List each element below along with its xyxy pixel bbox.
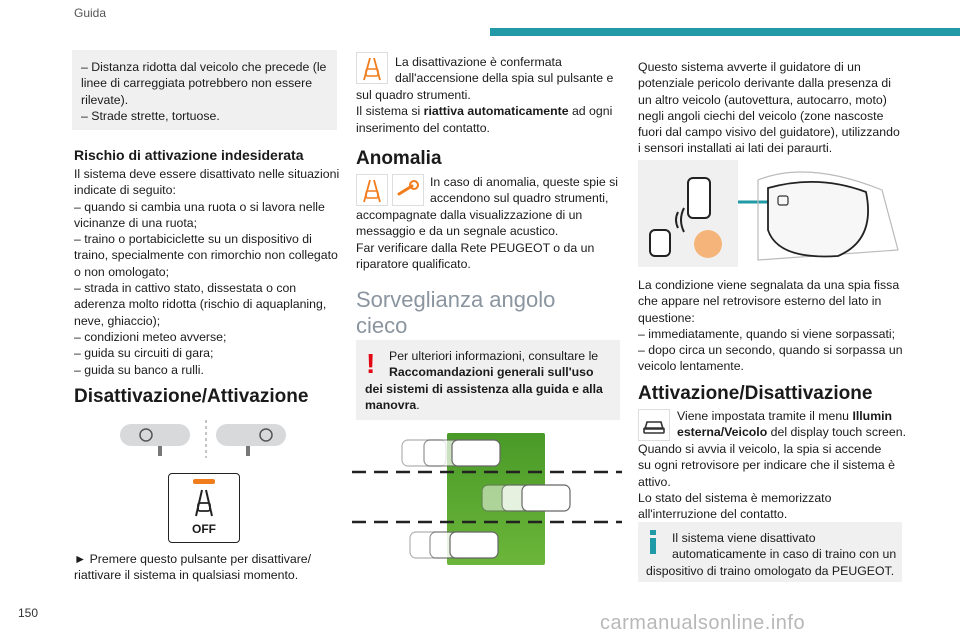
text-line: negli angoli ciechi del veicolo (zone nascoste: [638, 108, 884, 123]
confirm-text-2: [356, 87, 626, 136]
car-icon: [402, 440, 500, 466]
activation-heading: Attivazione/Disattivazione: [638, 383, 873, 404]
text-line: accendono sul quadro strumenti,: [430, 191, 609, 206]
blind-spot-heading: [356, 287, 555, 339]
text-line: traino, specialmente con rimorchio non collegato: [74, 248, 338, 263]
text-line: aderenza molto ridotta (rischio di aquaplaning,: [74, 297, 327, 312]
text-line: dall'accensione della spia sul pulsante e: [395, 71, 614, 86]
text-bold: esterna/Veicolo: [677, 425, 768, 440]
reactivate-line: [356, 103, 626, 119]
text-line: – strada in cattivo stato, dissestata o con: [74, 281, 297, 296]
text-line: La condizione viene segnalata da una spia fissa: [638, 278, 900, 292]
header-bar: [490, 28, 960, 36]
text-line: che appare nel retrovisore esterno del lato in: [638, 294, 882, 309]
car-icon: [688, 178, 710, 218]
text-line: dei sistemi di assistenza alla guida e alla: [365, 381, 603, 396]
text-line: neve, ghiaccio);: [74, 313, 161, 328]
car-icon: [482, 485, 570, 511]
watermark: carmanualsonline.info: [600, 612, 806, 634]
anomaly-text-b: [356, 207, 631, 272]
risk-text: [74, 166, 344, 378]
text-line: [365, 397, 617, 413]
text-line: In caso di anomalia, queste spie si: [430, 175, 618, 189]
text-span: del display touch screen.: [767, 425, 906, 440]
text-line: ► Premere questo pulsante per disattivare/: [74, 552, 312, 566]
text-line: un altro veicolo (autovettura, autocarro, moto): [638, 92, 887, 107]
anomaly-heading: Anomalia: [356, 148, 442, 169]
text-line: Quando si avvia il veicolo, la spia si accende: [638, 442, 882, 456]
button-label: OFF: [192, 522, 216, 536]
section-title: Guida: [74, 6, 107, 20]
text-line: dispositivo di traino omologato da PEUGEOT.: [646, 563, 895, 578]
text-line: [677, 424, 917, 440]
text-line: messaggio e da un segnale acustico.: [356, 224, 559, 239]
lane-warning-icon: [356, 174, 388, 206]
text-line: – Strade strette, tortuose.: [81, 108, 220, 123]
text-span: ad ogni: [568, 104, 613, 119]
text-line: – dopo circa un secondo, quando si sorpassa un: [638, 343, 903, 358]
car-icon: [650, 230, 670, 256]
text-line: Per ulteriori informazioni, consultare le: [389, 349, 599, 363]
deactivation-heading: Disattivazione/Attivazione: [74, 386, 309, 407]
text-line: cieco: [356, 313, 408, 338]
text-line: linee di carreggiata potrebbero non essere: [81, 76, 313, 91]
text-line: – traino o portabiciclette su un dispositivo di: [74, 232, 312, 247]
sensor-wave: [694, 230, 722, 258]
warning-text: [365, 348, 617, 413]
car-icon: [410, 532, 498, 558]
text-line: La disattivazione è confermata: [395, 55, 562, 69]
risk-heading: Rischio di attivazione indesiderata: [74, 147, 304, 163]
menu-text-a: [677, 408, 917, 441]
intro-text: [638, 59, 908, 157]
text-line: veicolo lentamente.: [638, 359, 744, 374]
text-line: riparatore qualificato.: [356, 256, 471, 271]
text-line: questione:: [638, 310, 695, 325]
dashboard-illustration: [118, 418, 288, 460]
text-bold: manovra: [365, 397, 417, 412]
text-line: fuori dal campo visivo del guidatore), utilizzando: [638, 125, 900, 140]
text-bold: riattiva automaticamente: [423, 104, 569, 119]
activation-text: [638, 441, 913, 522]
text-line: inserimento del contatto.: [356, 120, 490, 135]
text-line: sul quadro strumenti.: [356, 88, 471, 102]
text-line: su ogni retrovisore per indicare che il sistema è: [638, 458, 895, 473]
button-led: [193, 479, 215, 484]
text-bold: Illumin: [852, 409, 893, 423]
info-text: [646, 530, 900, 579]
text-line: – condizioni meteo avverse;: [74, 329, 227, 344]
wrench-icon: [392, 174, 424, 206]
text-line: [677, 408, 917, 424]
text-line: – quando si cambia una ruota o si lavora nelle: [74, 199, 325, 214]
lane-warning-icon: [189, 488, 219, 518]
text-line: accompagnate dalla visualizzazione di un: [356, 208, 583, 222]
text-line: rilevate).: [81, 92, 129, 107]
text-line: vicinanze di una ruota;: [74, 215, 198, 230]
text-line: all'interruzione del contatto.: [638, 507, 788, 522]
text-line: Sorveglianza angolo: [356, 287, 556, 312]
text-line: attivo.: [638, 474, 671, 489]
off-button[interactable]: [168, 473, 240, 543]
text-line: Lo stato del sistema è memorizzato: [638, 490, 832, 505]
lane-warning-icon: [356, 52, 388, 84]
text-span: .: [416, 397, 420, 412]
text-line: i sensori installati ai lati dei paraurti.: [638, 141, 833, 156]
confirm-text: [395, 54, 625, 87]
text-line: Raccomandazioni generali sull'uso: [389, 365, 594, 380]
press-text: [74, 551, 344, 584]
text-line: automaticamente in caso di traino con un: [672, 547, 897, 562]
text-line: – immediatamente, quando si viene sorpassati;: [638, 326, 896, 341]
text-line: potenziale pericolo derivante dalla presenza di: [638, 76, 891, 91]
anomaly-text-a: [430, 174, 630, 207]
note-box-text: [81, 59, 336, 124]
page-number: 150: [18, 606, 39, 620]
mirror-illustration: [638, 160, 902, 270]
mirror-glass: [768, 182, 868, 257]
text-line: – guida su banco a rulli.: [74, 362, 204, 377]
text-line: Questo sistema avverte il guidatore di un: [638, 60, 861, 74]
car-icon: [638, 409, 670, 441]
blind-spot-illustration: [352, 430, 622, 570]
exclamation-icon: !: [366, 348, 376, 379]
text-line: Far verificare dalla Rete PEUGEOT o da un: [356, 240, 595, 255]
text-line: – guida su circuiti di gara;: [74, 346, 214, 361]
text-line: Il sistema deve essere disattivato nelle situazioni: [74, 167, 340, 181]
text-line: indicate di seguito:: [74, 183, 176, 198]
text-span: Viene impostata tramite il menu: [677, 409, 853, 423]
text-line: riattivare il sistema in qualsiasi momento.: [74, 568, 299, 583]
text-line: o non omologato;: [74, 264, 170, 279]
condition-text: [638, 277, 908, 375]
text-line: – Distanza ridotta dal veicolo che precede (le: [81, 60, 327, 74]
text-span: Il sistema si: [356, 104, 424, 119]
text-line: Il sistema viene disattivato: [672, 531, 816, 545]
